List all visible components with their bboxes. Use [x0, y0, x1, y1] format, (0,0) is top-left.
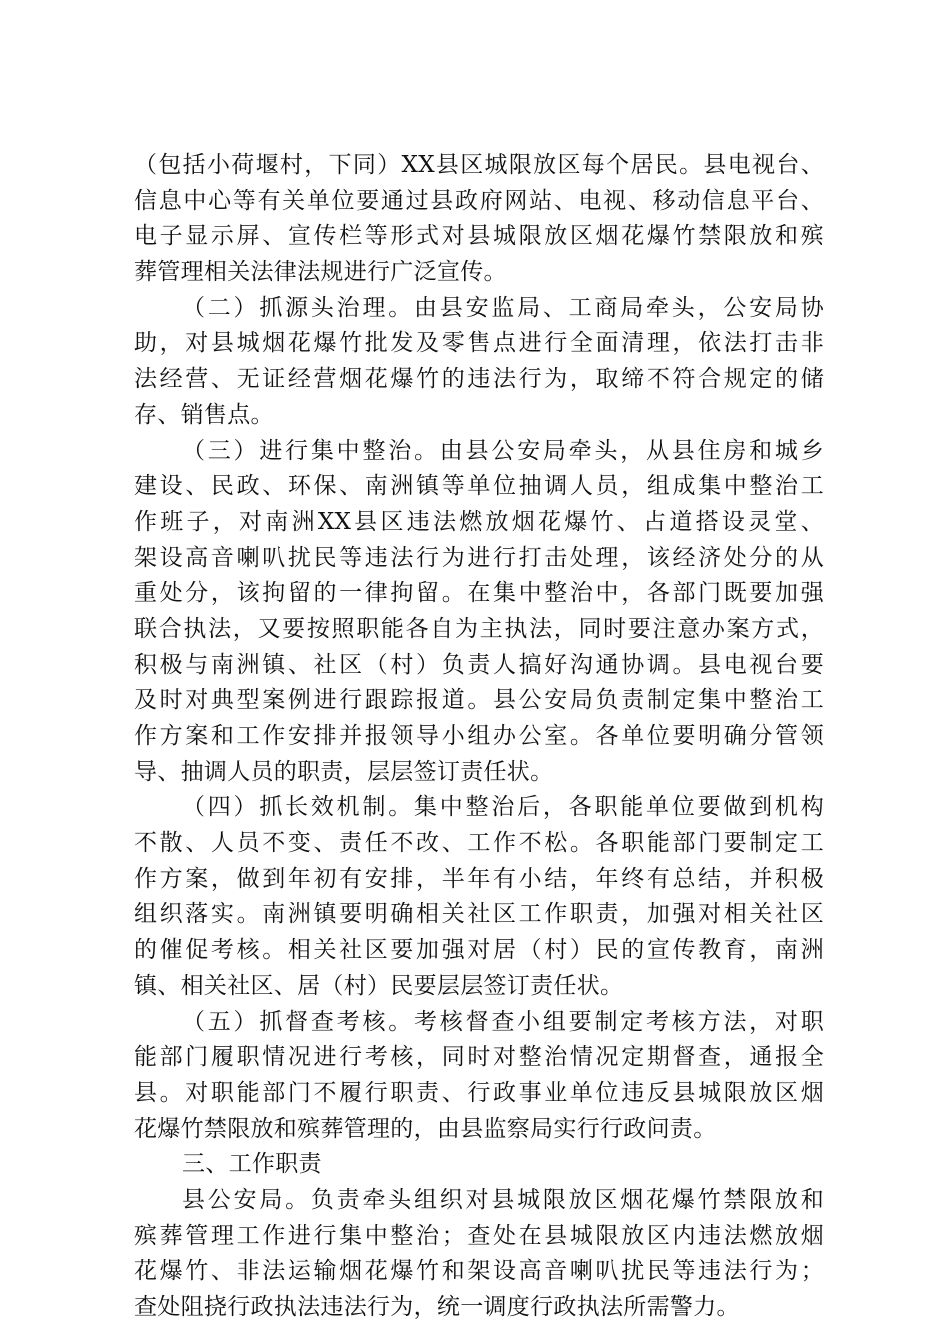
- text-line: 镇、相关社区、居（村）民要层层签订责任状。: [134, 972, 624, 999]
- text-line: 县公安局。负责牵头组织对县城限放区烟花爆竹禁限放和: [182, 1186, 824, 1213]
- text-line: 积极与南洲镇、社区（村）负责人搞好沟通协调。县电视台要: [134, 651, 824, 678]
- text-line: 电子显示屏、宣传栏等形式对县城限放区烟花爆竹禁限放和殡: [134, 223, 824, 250]
- text-line: 不散、人员不变、责任不改、工作不松。各职能部门要制定工: [134, 830, 824, 857]
- text-line: 存、销售点。: [134, 401, 274, 428]
- text-line: 信息中心等有关单位要通过县政府网站、电视、移动信息平台、: [134, 187, 824, 214]
- text-line: 葬管理相关法律法规进行广泛宣传。: [134, 259, 507, 286]
- text-line: 花爆竹禁限放和殡葬管理的，由县监察局实行行政问责。: [134, 1115, 717, 1142]
- text-line: 能部门履职情况进行考核，同时对整治情况定期督查，通报全: [134, 1044, 824, 1071]
- text-line: 架设高音喇叭扰民等违法行为进行打击处理，该经济处分的从: [134, 544, 824, 571]
- text-line: 查处阻挠行政执法违法行为，统一调度行政执法所需警力。: [134, 1294, 740, 1320]
- text-line: （四）抓长效机制。集中整治后，各职能单位要做到机构: [182, 794, 824, 821]
- document-body: [134, 148, 824, 1326]
- text-line: 重处分，该拘留的一律拘留。在集中整治中，各部门既要加强: [134, 580, 824, 607]
- text-line: 的催促考核。相关社区要加强对居（村）民的宣传教育，南洲: [134, 937, 824, 964]
- text-line: 及时对典型案例进行跟踪报道。县公安局负责制定集中整治工: [134, 687, 824, 714]
- text-line: 花爆竹、非法运输烟花爆竹和架设高音喇叭扰民等违法行为；: [134, 1258, 824, 1285]
- text-line: 作方案和工作安排并报领导小组办公室。各单位要明确分管领: [134, 723, 824, 749]
- text-line: 组织落实。南洲镇要明确相关社区工作职责，加强对相关社区: [134, 901, 824, 928]
- text-line: 作方案，做到年初有安排，半年有小结，年终有总结，并积极: [134, 865, 824, 892]
- text-line: （包括小荷堰村，下同）XX县区城限放区每个居民。县电视台、: [134, 152, 824, 178]
- text-line: 联合执法，又要按照职能各自为主执法，同时要注意办案方式，: [134, 615, 824, 642]
- text-line: 导、抽调人员的职责，层层签订责任状。: [134, 758, 554, 785]
- text-line: 法经营、无证经营烟花爆竹的违法行为，取缔不符合规定的储: [134, 366, 824, 393]
- text-line: 三、工作职责: [182, 1151, 322, 1178]
- text-line: 建设、民政、环保、南洲镇等单位抽调人员，组成集中整治工: [134, 473, 824, 500]
- text-line: （三）进行集中整治。由县公安局牵头，从县住房和城乡: [182, 437, 824, 464]
- text-line: 作班子，对南洲XX县区违法燃放烟花爆竹、占道搭设灵堂、: [134, 508, 824, 535]
- text-line: 殡葬管理工作进行集中整治；查处在县城限放区内违法燃放烟: [134, 1222, 824, 1249]
- text-line: 县。对职能部门不履行职责、行政事业单位违反县城限放区烟: [134, 1079, 824, 1106]
- text-line: （五）抓督查考核。考核督查小组要制定考核方法，对职: [182, 1008, 824, 1035]
- text-line: （二）抓源头治理。由县安监局、工商局牵头，公安局协: [182, 294, 824, 321]
- text-line: 助，对县城烟花爆竹批发及零售点进行全面清理，依法打击非: [134, 330, 824, 357]
